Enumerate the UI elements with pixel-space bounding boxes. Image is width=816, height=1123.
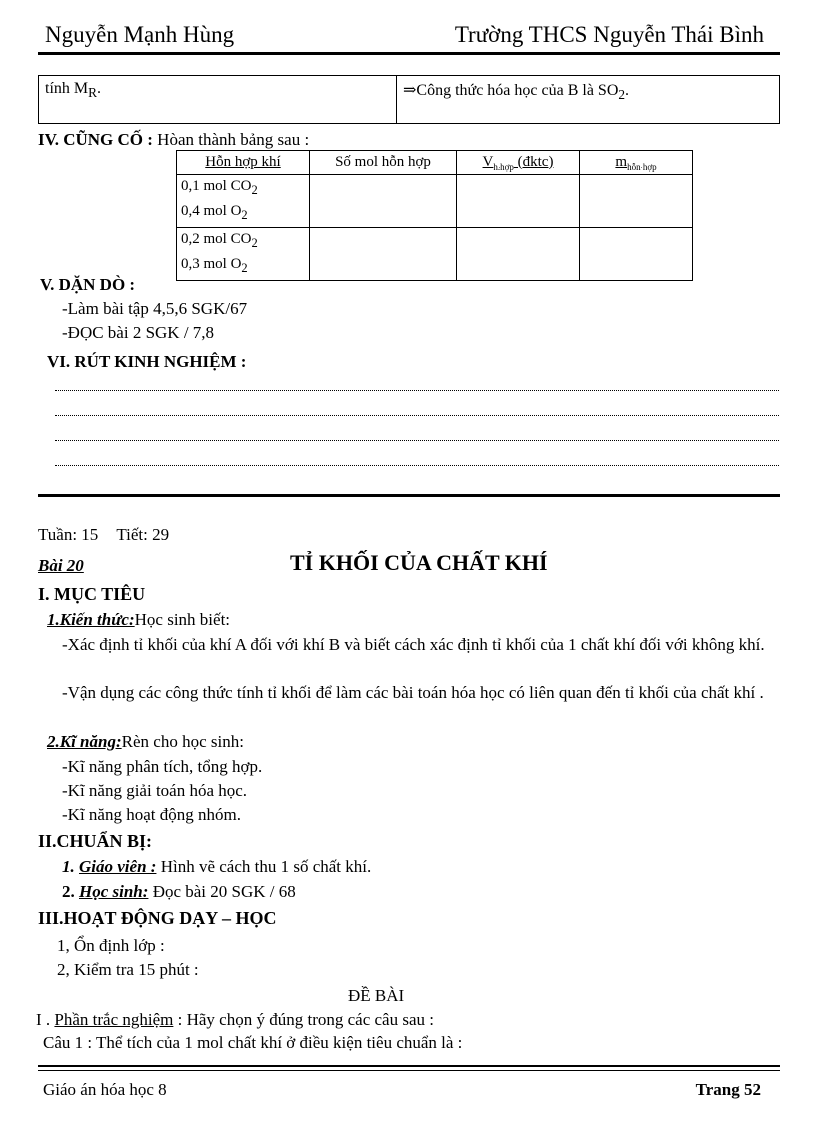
col-header-volume: $V_{h.hợp}$ (đktc) — [457, 151, 580, 175]
cung-co-heading: IV. CŨNG CỐ : — [38, 130, 153, 149]
header-rule — [38, 52, 780, 55]
mixture-cell: 0,2 mol $CO_2$ 0,3 mol $O_2$ — [177, 228, 310, 281]
continuation-table — [38, 75, 780, 124]
hoc-sinh-line: 2. Học sinh: Đọc bài 20 SGK / 68 — [62, 882, 296, 901]
header-school: Trường THCS Nguyễn Thái Bình — [454, 22, 764, 47]
ki-nang-item-1: -Kĩ năng phân tích, tổng hợp. — [62, 757, 263, 776]
section-muc-tieu: I. MỤC TIÊU — [38, 584, 146, 604]
kiem-tra: 2, Kiểm tra 15 phút : — [57, 960, 199, 979]
mixture-cell: 0,1 mol $CO_2$ 0,4 mol $O_2$ — [177, 175, 310, 228]
cung-co-instruction: Hòan thành bảng sau : — [157, 130, 310, 149]
note-line[interactable] — [55, 440, 779, 441]
kien-thuc-item-1: -Xác định tỉ khối của khí A đối với khí B và biết cách xác định tỉ khối của 1 chất khí đối với không khí. — [62, 635, 765, 654]
table-row — [177, 175, 693, 228]
dan-do-line-2: -ĐỌC bài 2 SGK / 7,8 — [62, 323, 215, 342]
continuation-left-cell: tính $M_R$. — [39, 76, 397, 124]
section-hoat-dong: III.HOẠT ĐỘNG DẠY – HỌC — [38, 908, 277, 928]
col-header-moles: Số mol hỗn hợp — [310, 151, 457, 175]
ki-nang-item-2: -Kĩ năng giải toán hóa học. — [62, 781, 248, 800]
gas-mixture-table — [176, 150, 693, 281]
question-1: Câu 1 : Thể tích của 1 mol chất khí ở điều kiện tiêu chuẩn là : — [43, 1033, 463, 1052]
lesson-number: Bài 20 — [38, 556, 84, 575]
giao-vien-line: 1. Giáo viên : Hình vẽ cách thu 1 số chất khí. — [62, 857, 372, 876]
ki-nang-item-3: -Kĩ năng hoạt động nhóm. — [62, 805, 241, 824]
header-author: Nguyễn Mạnh Hùng — [45, 22, 235, 47]
volume-cell[interactable] — [457, 175, 580, 228]
note-line[interactable] — [55, 415, 779, 416]
continuation-right-cell: ⇒Công thức hóa học của B là $SO_2$. — [397, 76, 780, 124]
col-header-mixture: Hỗn hợp khí — [177, 151, 310, 175]
section-chuan-bi: II.CHUẨN BỊ: — [38, 831, 153, 851]
volume-cell[interactable] — [457, 228, 580, 281]
cung-co-line — [38, 130, 309, 150]
part-1-line: I . Phần trắc nghiệm : Hãy chọn ý đúng trong các câu sau : — [36, 1010, 434, 1029]
mass-cell[interactable] — [580, 228, 693, 281]
section-divider — [38, 494, 780, 497]
rut-kinh-nghiem-heading: VI. RÚT KINH NGHIỆM : — [47, 352, 247, 371]
moles-cell[interactable] — [310, 175, 457, 228]
footer-rule — [38, 1065, 780, 1067]
on-dinh-lop: 1, Ổn định lớp : — [57, 936, 165, 955]
ki-nang-line: 2.Kĩ năng:Rèn cho học sinh: — [47, 732, 244, 751]
kien-thuc-line: 1.Kiến thức:Học sinh biết: — [47, 610, 231, 629]
note-line[interactable] — [55, 465, 779, 466]
col-header-mass: $m_{hỗn hợp}$ — [580, 151, 693, 175]
footer-left: Giáo án hóa học 8 — [43, 1080, 167, 1099]
mass-cell[interactable] — [580, 175, 693, 228]
de-bai-heading: ĐỀ BÀI — [348, 986, 405, 1005]
dan-do-heading: V. DẶN DÒ : — [40, 275, 136, 294]
footer-rule-thin — [38, 1070, 780, 1071]
lesson-week: Tuần: 15 Tiết: 29 — [38, 525, 170, 544]
note-line[interactable] — [55, 390, 779, 391]
lesson-title: TỈ KHỐI CỦA CHẤT KHÍ — [290, 550, 548, 575]
moles-cell[interactable] — [310, 228, 457, 281]
footer-page-number: Trang 52 — [695, 1080, 761, 1099]
dan-do-line-1: -Làm bài tập 4,5,6 SGK/67 — [62, 299, 248, 318]
kien-thuc-item-2: -Vận dụng các công thức tính tỉ khối để làm các bài toán hóa học có liên quan đến tỉ khối của chất khí . — [62, 683, 764, 702]
table-row — [177, 228, 693, 281]
